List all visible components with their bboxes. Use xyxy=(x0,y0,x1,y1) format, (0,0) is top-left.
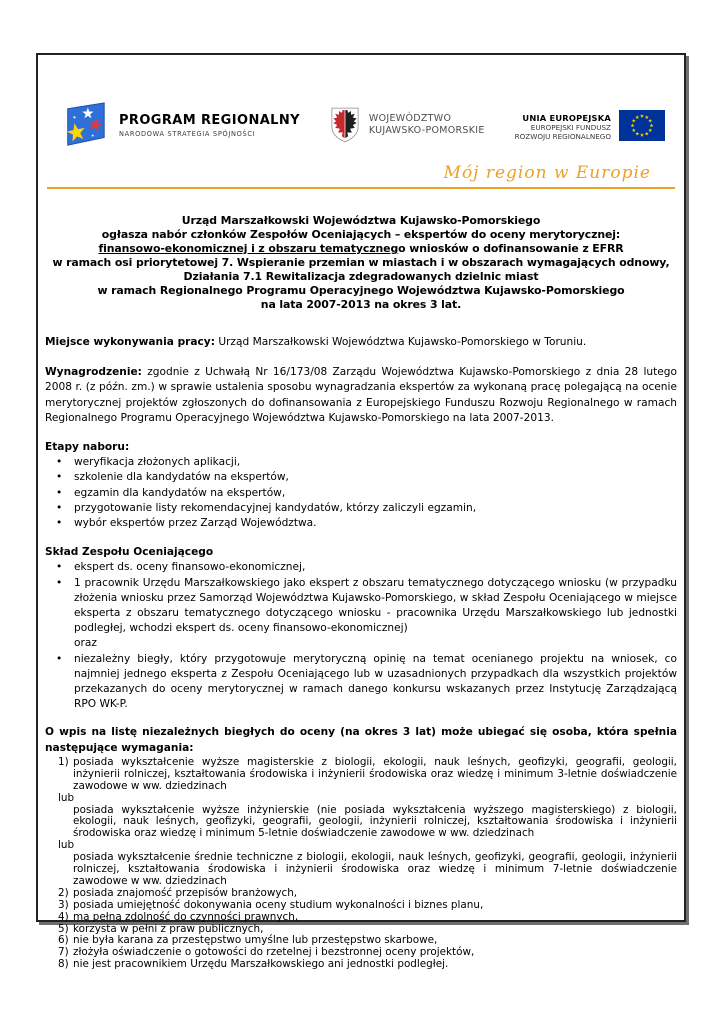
item-number: 3) xyxy=(58,898,69,911)
list-item: 4) ma pełną zdolność do czynności prawnych, xyxy=(58,910,299,923)
list-item: • egzamin dla kandydatów na ekspertów, xyxy=(45,486,677,501)
item-number: 4) xyxy=(58,910,69,923)
title-line-7: na lata 2007-2013 na okres 3 lat. xyxy=(260,298,462,311)
list-item: • 1 pracownik Urzędu Marszałkowskiego jako ekspert z obszaru tematycznego dotyczącego wniosku (w przypadku złożenia wniosku przez Samorząd Województwa Kujawsko-Pomorskiego, w skład Zespołu Oceniającego w miejsce eksperta z obszaru tematycznego dotyczącego wniosku - pracownika Urzędu Marszałkowskiego lub jednostki podległej, wchodzi ekspert ds. oceny finansowo-ekonomicznej) xyxy=(45,576,677,637)
bullet-icon: • xyxy=(56,517,63,530)
document-title xyxy=(45,214,677,312)
item-number: 6) xyxy=(58,934,69,947)
item-number: 2) xyxy=(58,886,69,899)
list-item: • szkolenie dla kandydatów na ekspertów, xyxy=(45,470,677,485)
list-item: 2) posiada znajomość przepisów branżowych, xyxy=(58,886,298,899)
list-item: 8) nie jest pracownikiem Urzędu Marszałkowskiego ani jednostki podległej. xyxy=(58,958,449,971)
bullet-icon: • xyxy=(56,486,63,499)
workplace-paragraph xyxy=(45,335,677,350)
list-item: • przygotowanie listy rekomendacyjnej kandydatów, którzy zaliczyli egzamin, xyxy=(45,501,677,516)
list-item: 5) korzysta w pełni z praw publicznych, xyxy=(58,922,264,935)
bullet-icon: • xyxy=(56,652,63,665)
team-list xyxy=(45,560,677,712)
requirements-or-separator: lub xyxy=(58,839,75,852)
requirements-list xyxy=(45,757,677,971)
title-line-3 xyxy=(45,242,677,256)
title-line-3-rest: o wniosków o dofinansowanie z EFRR xyxy=(398,242,624,255)
document-body xyxy=(45,335,677,971)
stages-list xyxy=(45,455,677,531)
list-item: • weryfikacja złożonych aplikacji, xyxy=(45,455,677,470)
salary-text: zgodnie z Uchwałą Nr 16/173/08 Zarządu Województwa Kujawsko-Pomorskiego z dnia 28 lutego 2008 r. (z późn. zm.) w sprawie ustalenia sposobu wynagradzania ekspertów za wykonaną pracę polegającą na ocenie merytorycznej projektów zgłoszonych do dofinansowania z Europejskiego Funduszu Rozwoju Regionalnego w ramach Regionalnego Programu Operacyjnego Województwa Kujawsko-Pomorskiego na lata 2007-2013. xyxy=(45,366,677,424)
bullet-icon: • xyxy=(56,456,63,469)
coat-of-arms-icon xyxy=(330,107,360,143)
logo-eu xyxy=(515,110,665,141)
nss-logo-subtitle: NARODOWA STRATEGIA SPÓJNOŚCI xyxy=(119,129,256,138)
item-number: 5) xyxy=(58,922,69,935)
bullet-icon: • xyxy=(56,501,63,514)
logo-program-regionalny xyxy=(61,100,300,150)
list-item: • ekspert ds. oceny finansowo-ekonomicznej, xyxy=(45,560,677,575)
item-number: 7) xyxy=(58,946,69,959)
bullet-icon: • xyxy=(56,471,63,484)
team-connector: oraz xyxy=(74,637,97,650)
workplace-label: Miejsce wykonywania pracy: xyxy=(45,336,215,348)
salary-label: Wynagrodzenie: xyxy=(45,366,142,379)
page-border-frame xyxy=(36,53,686,971)
eu-flag-icon xyxy=(619,110,665,141)
title-line-5: Działania 7.1 Rewitalizacja zdegradowanych dzielnic miast xyxy=(183,270,539,283)
requirements-or-separator: lub xyxy=(58,791,75,804)
title-line-4: w ramach osi priorytetowej 7. Wspieranie przemian w miastach i w obszarach wymagających odnowy, xyxy=(52,256,670,269)
item-number: 8) xyxy=(58,958,69,971)
item-number: 1) xyxy=(58,755,69,768)
team-heading: Skład Zespołu Oceniającego xyxy=(45,546,214,559)
list-item: posiada wykształcenie średnie techniczne z biologii, ekologii, nauk leśnych, geofizyki, geografii, geologii, inżynierii rolniczej, kształtowania środowiska i inżynierii środowiska oraz wiedzę i minimum 7-letnie doświadczenie zawodowe w ww. dziedzinach xyxy=(73,851,677,887)
title-line-1: Urząd Marszałkowski Województwa Kujawsko-Pomorskiego xyxy=(181,214,541,227)
eu-logo-line2: EUROPEJSKI FUNDUSZ xyxy=(530,122,611,132)
list-item: 1) posiada wykształcenie wyższe magisterskie z biologii, ekologii, nauk leśnych, geofizyki, geografii, geologii, inżynierii rolniczej, kształtowania środowiska i inżynierii środowiska oraz wiedzę i minimum 3-letnie doświadczenie zawodowe w ww. dziedzinach xyxy=(58,755,677,792)
list-item: 7) złożyła oświadczenie o gotowości do rzetelnej i bezstronnej oceny projektów, xyxy=(58,946,475,959)
list-item: posiada wykształcenie wyższe inżynierskie (nie posiada wykształcenia wyższego magisterskiego) z biologii, ekologii, nauk leśnych, geofizyki, geografii, geologii, inżynierii rolniczej, kształtowania środowiska i inżynierii środowiska oraz wiedzę i minimum 5-letnie doświadczenie zawodowe w ww. dziedzinach xyxy=(73,803,677,840)
gold-rule xyxy=(47,163,675,189)
list-item: 3) posiada umiejętność dokonywania oceny studium wykonalności i biznes planu, xyxy=(58,898,484,911)
header-logos xyxy=(45,95,677,155)
list-item: • wybór ekspertów przez Zarząd Województwa. xyxy=(45,516,677,531)
voivodeship-logo-line2: KUJAWSKO-POMORSKIE xyxy=(368,125,485,136)
requirements-heading: O wpis na listę niezależnych biegłych do oceny (na okres 3 lat) może ubiegać się osoba, która spełnia następujące wymagania: xyxy=(45,726,677,754)
tagline-script: Mój region w Europie xyxy=(443,163,651,183)
bullet-icon: • xyxy=(56,561,63,574)
workplace-text: Urząd Marszałkowski Województwa Kujawsko-Pomorskiego w Toruniu. xyxy=(218,336,587,348)
title-line-3-underlined: finansowo-ekonomicznej i z obszaru tematyczneg xyxy=(98,242,399,255)
title-line-2: ogłasza nabór członków Zespołów Oceniających – ekspertów do oceny merytorycznej: xyxy=(101,228,621,241)
list-item: • niezależny biegły, który przygotowuje merytoryczną opinię na temat ocenianego projektu na wniosek, co najmniej jednego eksperta z Zespołu Oceniającego lub w uzasadnionych przypadkach dla wszystkich projektów przekazanych do oceny merytorycznej w ramach danego konkursu wskazanych przez Instytucję Zarządzającą RPO WK-P. xyxy=(45,652,677,713)
stages-heading: Etapy naboru: xyxy=(45,441,130,454)
voivodeship-logo-line1: WOJEWÓDZTWO xyxy=(368,112,452,124)
eu-logo-title: UNIA EUROPEJSKA xyxy=(522,112,611,123)
salary-paragraph xyxy=(45,365,677,426)
nss-flag-icon xyxy=(61,100,109,150)
logo-voivodeship xyxy=(330,107,485,143)
title-line-6: w ramach Regionalnego Programu Operacyjnego Województwa Kujawsko-Pomorskiego xyxy=(97,284,625,297)
bullet-icon: • xyxy=(56,576,63,589)
nss-logo-title: PROGRAM REGIONALNY xyxy=(119,112,300,128)
eu-logo-line3: ROZWOJU REGIONALNEGO xyxy=(514,131,611,141)
list-item: 6) nie była karana za przestępstwo umyślne lub przestępstwo skarbowe, xyxy=(58,934,438,947)
